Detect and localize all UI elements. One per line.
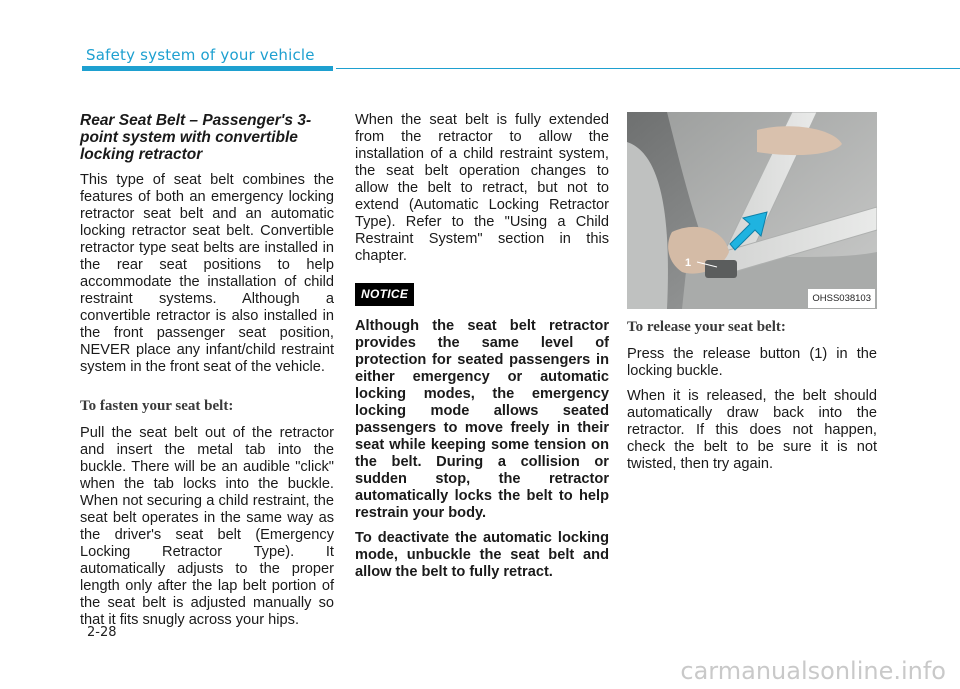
notice-badge: NOTICE	[355, 283, 414, 306]
section-heading: Rear Seat Belt – Passenger's 3-point system with convertible locking retractor	[80, 112, 312, 163]
figure-callout-number: 1	[685, 257, 692, 269]
header-rule-thin	[336, 68, 960, 69]
column-left	[80, 112, 334, 637]
page-number: 2-28	[87, 625, 117, 640]
seat-belt-illustration	[627, 112, 877, 309]
retractor-paragraph: When the seat belt is fully extended from the retractor to allow the installation of a child restraint system, the seat belt operation changes to allow the belt to retract, but not to extend (Automatic Locking Retractor Type). Refer to the "Using a Child Restraint System" section in this chapter.	[355, 112, 609, 264]
section-title: Safety system of your vehicle	[86, 46, 315, 64]
column-middle	[355, 112, 609, 589]
header-rule-thick	[82, 66, 333, 71]
release-paragraph-2: When it is released, the belt should automatically draw back into the retractor. If this does not happen, check the belt to be sure it is not twisted, then try again.	[627, 388, 877, 472]
fasten-paragraph: Pull the seat belt out of the retractor and insert the metal tab into the buckle. There will be an audible "click" when the tab locks into the buckle. When not securing a child restraint, the seat belt operates in the same way as the driver's seat belt (Emergency Locking Retractor Type). It automatically adjusts to the proper length only after the lap belt portion of the seat belt is adjusted manually so that it fits snugly across your hips.	[80, 425, 334, 628]
notice-paragraph-1: Although the seat belt retractor provides the same level of protection for seated passengers in either emergency or automatic locking modes, the emergency locking mode allows seated passengers to move freely in their seat while keeping some tension on the belt. During a collision or sudden stop, the retractor automatically locks the belt to help restrain your body.	[355, 318, 609, 521]
watermark: carmanualsonline.info	[680, 657, 946, 685]
figure-code: OHSS038103	[808, 289, 875, 308]
seat-belt-drawing	[627, 112, 877, 309]
release-paragraph-1: Press the release button (1) in the locking buckle.	[627, 346, 877, 379]
fasten-heading: To fasten your seat belt:	[80, 398, 234, 414]
column-right	[627, 112, 877, 481]
notice-paragraph-2: To deactivate the automatic locking mode, unbuckle the seat belt and allow the belt to fully retract.	[355, 530, 609, 580]
intro-paragraph: This type of seat belt combines the features of both an emergency locking retractor seat belt and an automatic locking retractor seat belt. Convertible retractor type seat belts are installed in the rear seat positions to help accommodate the installation of child restraint systems. Although a convertible retractor is also installed in the front passenger seat position, NEVER place any infant/child restraint system in the front seat of the vehicle.	[80, 172, 334, 375]
release-heading: To release your seat belt:	[627, 319, 786, 335]
